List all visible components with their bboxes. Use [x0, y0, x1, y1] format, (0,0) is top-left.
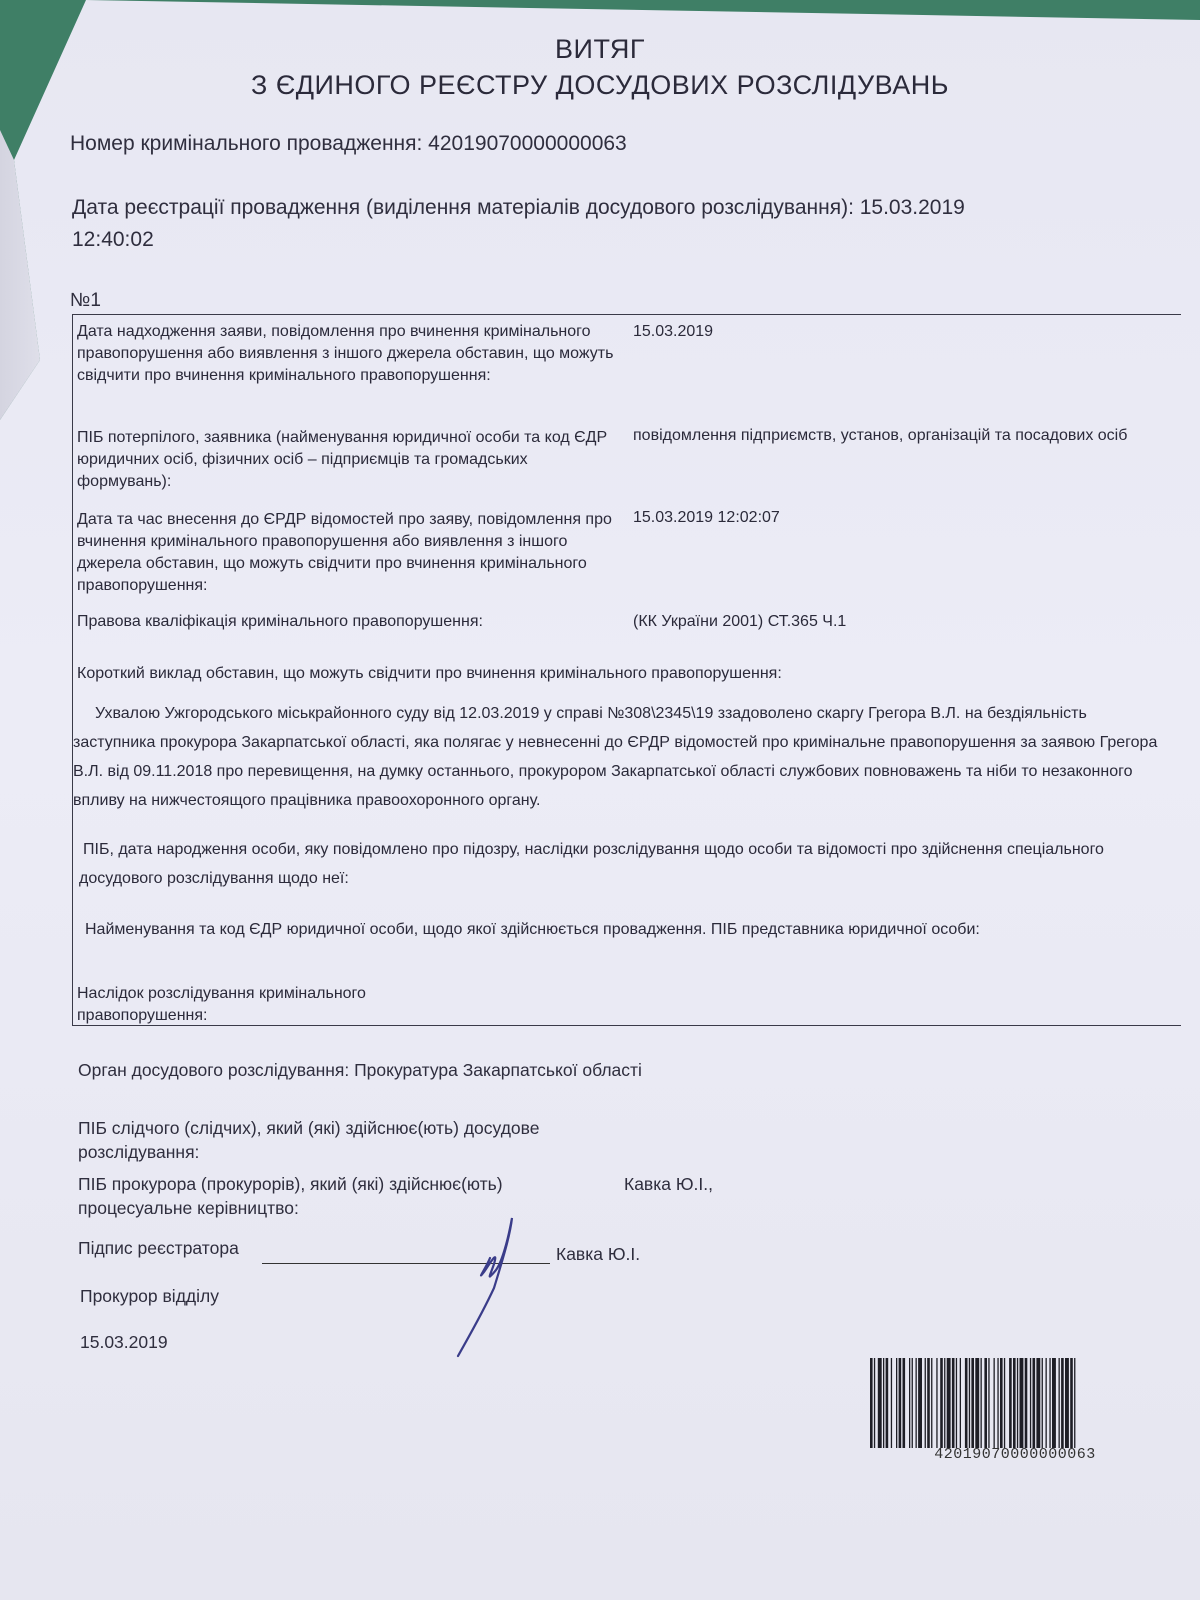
barcode-bar — [909, 1358, 910, 1448]
field-label-receipt-date: Дата надходження заяви, повідомлення про вчинення кримінального правопорушення або виявлення з іншого джерела обставин, що можуть свідчити про вчинення кримінального правопорушення: — [77, 323, 614, 384]
barcode-bar — [1061, 1358, 1064, 1448]
barcode-bar — [994, 1358, 995, 1448]
barcode-bar — [927, 1358, 930, 1448]
barcode-bar — [988, 1358, 989, 1448]
barcode-bar — [969, 1358, 970, 1448]
barcode-bar — [874, 1358, 875, 1448]
document-title: ВИТЯГ — [555, 34, 645, 64]
barcode-bar — [1004, 1358, 1005, 1448]
barcode-bar — [965, 1358, 968, 1448]
barcode-bar — [916, 1358, 917, 1448]
barcode-bar — [886, 1358, 889, 1448]
barcode-bar — [1000, 1358, 1003, 1448]
field-value-entry-date: 15.03.2019 12:02:07 — [633, 509, 780, 526]
barcode-bar — [883, 1358, 884, 1448]
barcode-bar — [997, 1358, 998, 1448]
barcode-bar — [1025, 1358, 1028, 1448]
barcode-bar — [1059, 1358, 1060, 1448]
barcode-bar — [931, 1358, 932, 1448]
barcode-bar — [903, 1358, 906, 1448]
barcode-bar — [1074, 1358, 1075, 1448]
summary-label: Короткий виклад обставин, що можуть свідчити про вчинення кримінального правопорушення: — [77, 665, 782, 682]
summary-text: Ухвалою Ужгородського міськрайонного суду від 12.03.2019 у справі №308\2345\19 ззадоволено скаргу Грегора В.Л. на бездіяльність заступника прокурора Закарпатської області, яка полягає у невнесенні до ЄРДР відомостей про кримінальне правопорушення за заявою Грегора В.Л. від 09.11.2018 про перевищення, на думку останнього, прокурором Закарпатської області службових повноважень та ніби то незаконного впливу на нижчестоящого працівника правоохоронного органу. — [73, 705, 1158, 809]
field-value-receipt-date: 15.03.2019 — [633, 323, 714, 340]
prosecutor-value: Кавка Ю.І., — [624, 1174, 713, 1194]
barcode-bar — [925, 1358, 926, 1448]
barcode-bar — [975, 1358, 979, 1448]
barcode-bar — [1020, 1358, 1024, 1448]
barcode-bar — [984, 1358, 987, 1448]
barcode-bar — [981, 1358, 982, 1448]
barcode-bar — [878, 1358, 882, 1448]
barcode-bar — [940, 1358, 943, 1448]
barcode-bar — [912, 1358, 913, 1448]
registrar-signature-label: Підпис реєстратора — [78, 1238, 239, 1258]
field-value-victim: повідомлення підприємств, установ, організацій та посадових осіб — [633, 427, 1128, 444]
barcode-bar — [971, 1358, 974, 1448]
barcode — [870, 1358, 1160, 1448]
barcode-bar — [944, 1358, 945, 1448]
registrar-name: Кавка Ю.І. — [556, 1244, 641, 1264]
field-label-victim: ПІБ потерпілого, заявника (найменування юридичної особи та код ЄДР юридичних осіб, фізичних осіб – підприємців та громадських формувань): — [77, 429, 608, 490]
result-label: Наслідок розслідування кримінального правопорушення: — [77, 985, 366, 1024]
investigation-organ: Орган досудового розслідування: Прокуратура Закарпатської області — [78, 1060, 642, 1080]
investigator-label: ПІБ слідчого (слідчих), який (які) здійснює(ють) досудове розслідування: — [78, 1118, 540, 1162]
barcode-bar — [1042, 1358, 1043, 1448]
field-label-qualification: Правова кваліфікація кримінального правопорушення: — [77, 613, 483, 630]
barcode-bar — [1017, 1358, 1018, 1448]
barcode-bar — [956, 1358, 957, 1448]
barcode-bar — [1046, 1358, 1047, 1448]
prosecutor-label: ПІБ прокурора (прокурорів), який (які) здійснює(ють) процесуальне керівництво: — [78, 1174, 503, 1218]
document-date: 15.03.2019 — [80, 1332, 168, 1352]
barcode-bar — [960, 1358, 961, 1448]
handwritten-signature — [440, 1210, 550, 1360]
document-subtitle: З ЄДИНОГО РЕЄСТРУ ДОСУДОВИХ РОЗСЛІДУВАНЬ — [251, 70, 949, 100]
barcode-bar — [1065, 1358, 1069, 1448]
suspect-label: ПІБ, дата народження особи, яку повідомлено про підозру, наслідки розслідування щодо особи та відомості про здійснення спеціального досудового розслідування щодо неї: — [79, 841, 1104, 887]
barcode-bar — [1009, 1358, 1012, 1448]
section-number: №1 — [70, 290, 101, 311]
barcode-bar — [896, 1358, 897, 1448]
registration-date: Дата реєстрації провадження (виділення матеріалів досудового розслідування): 15.03.2019 — [72, 196, 965, 219]
barcode-bar — [1052, 1358, 1056, 1448]
barcode-bar — [918, 1358, 922, 1448]
barcode-bar — [899, 1358, 902, 1448]
record-block — [72, 314, 1181, 1026]
legal-entity-label: Найменування та код ЄДР юридичної особи, щодо якої здійснюється провадження. ПІБ представника юридичної особи: — [85, 921, 980, 938]
barcode-bar — [952, 1358, 955, 1448]
barcode-bar — [1070, 1358, 1073, 1448]
registration-time: 12:40:02 — [72, 228, 154, 251]
barcode-number: 42019070000000063 — [934, 1446, 1096, 1463]
barcode-bar — [1030, 1358, 1031, 1448]
field-label-entry-date: Дата та час внесення до ЄРДР відомостей про заяву, повідомлення про вчинення кримінального правопорушення або виявлення з іншого джерела обставин, що можуть свідчити про вчинення кримінального правопорушення: — [77, 511, 612, 594]
barcode-bar — [1033, 1358, 1036, 1448]
barcode-bar — [1013, 1358, 1016, 1448]
field-value-qualification: (КК України 2001) СТ.365 Ч.1 — [633, 613, 847, 630]
barcode-bar — [1036, 1358, 1040, 1448]
barcode-bar — [1049, 1358, 1050, 1448]
case-number: Номер кримінального провадження: 42019070000000063 — [70, 132, 627, 155]
barcode-bar — [870, 1358, 873, 1448]
department-prosecutor-label: Прокурор відділу — [80, 1286, 219, 1306]
barcode-bar — [936, 1358, 937, 1448]
barcode-bar — [891, 1358, 892, 1448]
barcode-bar — [947, 1358, 951, 1448]
